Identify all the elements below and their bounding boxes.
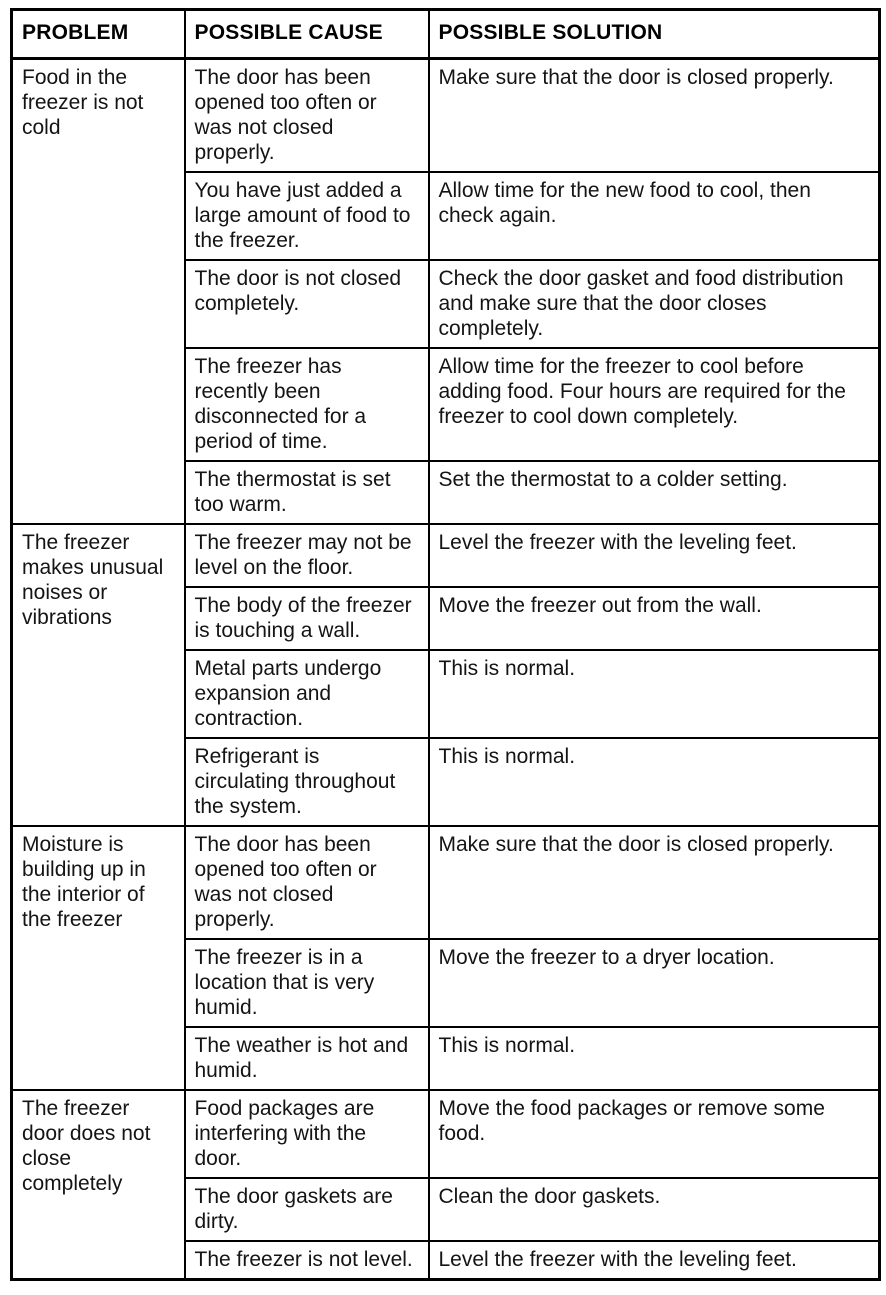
solution-cell: This is normal.: [429, 738, 880, 826]
solution-cell: Allow time for the new food to cool, then check again.: [429, 172, 880, 260]
solution-cell: Make sure that the door is closed properly.: [429, 826, 880, 939]
solution-cell: Allow time for the freezer to cool before adding food. Four hours are required for the freezer to cool down completely.: [429, 348, 880, 461]
solution-cell: Move the freezer out from the wall.: [429, 587, 880, 650]
problem-cell: The freezer door does not close completely: [12, 1090, 185, 1280]
solution-cell: Level the freezer with the leveling feet.: [429, 1241, 880, 1280]
solution-cell: This is normal.: [429, 1027, 880, 1090]
solution-cell: Clean the door gaskets.: [429, 1178, 880, 1241]
cause-cell: The freezer is in a location that is very humid.: [185, 939, 429, 1027]
cause-cell: Refrigerant is circulating throughout the system.: [185, 738, 429, 826]
header-row: [12, 10, 880, 59]
cause-cell: The freezer has recently been disconnected for a period of time.: [185, 348, 429, 461]
table-body: [12, 59, 880, 1280]
problem-cell: The freezer makes unusual noises or vibrations: [12, 524, 185, 826]
cause-cell: Food packages are interfering with the door.: [185, 1090, 429, 1178]
cause-cell: The door gaskets are dirty.: [185, 1178, 429, 1241]
cause-cell: The body of the freezer is touching a wall.: [185, 587, 429, 650]
header-cause: POSSIBLE CAUSE: [185, 10, 429, 59]
solution-cell: Make sure that the door is closed properly.: [429, 59, 880, 173]
header-problem: PROBLEM: [12, 10, 185, 59]
solution-cell: This is normal.: [429, 650, 880, 738]
cause-cell: The door is not closed completely.: [185, 260, 429, 348]
table-row: [12, 59, 880, 173]
cause-cell: Metal parts undergo expansion and contraction.: [185, 650, 429, 738]
cause-cell: The door has been opened too often or was not closed properly.: [185, 59, 429, 173]
solution-cell: Level the freezer with the leveling feet.: [429, 524, 880, 587]
solution-cell: Set the thermostat to a colder setting.: [429, 461, 880, 524]
solution-cell: Move the food packages or remove some food.: [429, 1090, 880, 1178]
solution-cell: Check the door gasket and food distribution and make sure that the door closes completely.: [429, 260, 880, 348]
header-solution: POSSIBLE SOLUTION: [429, 10, 880, 59]
solution-cell: Move the freezer to a dryer location.: [429, 939, 880, 1027]
cause-cell: The door has been opened too often or was not closed properly.: [185, 826, 429, 939]
troubleshooting-table: [10, 8, 881, 1281]
cause-cell: The thermostat is set too warm.: [185, 461, 429, 524]
table-row: [12, 1090, 880, 1178]
cause-cell: The freezer may not be level on the floor.: [185, 524, 429, 587]
problem-cell: Food in the freezer is not cold: [12, 59, 185, 525]
cause-cell: You have just added a large amount of food to the freezer.: [185, 172, 429, 260]
cause-cell: The freezer is not level.: [185, 1241, 429, 1280]
table-row: [12, 524, 880, 587]
table-row: [12, 826, 880, 939]
cause-cell: The weather is hot and humid.: [185, 1027, 429, 1090]
problem-cell: Moisture is building up in the interior of the freezer: [12, 826, 185, 1090]
